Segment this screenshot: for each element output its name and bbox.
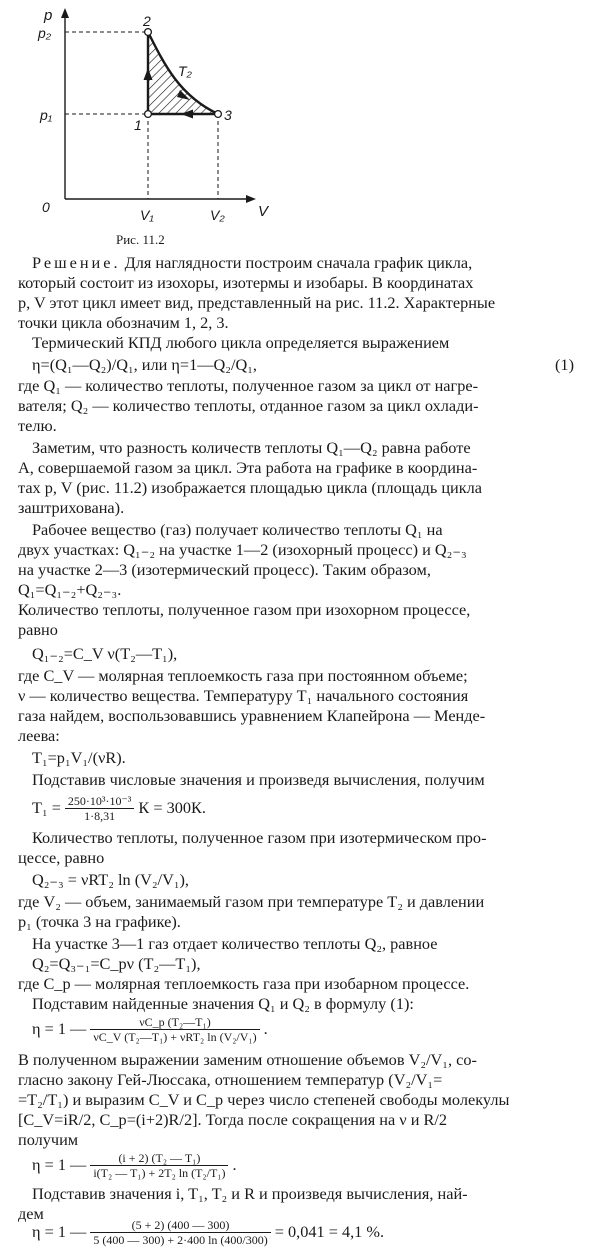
paragraph-line: p, V этот цикл имеет вид, представленный на рис. 11.2. Характерные	[18, 293, 496, 312]
paragraph-line: тах p, V (рис. 11.2) изображается площадью цикла (площадь цикла	[18, 478, 483, 497]
eq9-denominator: 5 (400 — 300) + 2·400 ln (400/300)	[93, 1232, 268, 1247]
tick-v1-label: V₁	[140, 207, 154, 223]
equation-eta-general	[32, 1012, 268, 1046]
paragraph-line: на участке 2—3 (изотермический процесс). Таким образом,	[18, 560, 431, 579]
paragraph-line: где C_V — молярная теплоемкость газа при постоянном объеме;	[18, 666, 468, 685]
axis-v-label: V	[258, 203, 269, 220]
equation-t1-value	[32, 792, 206, 824]
paragraph-line: точки цикла обозначим 1, 2, 3.	[18, 313, 229, 332]
point-3-marker	[215, 111, 222, 118]
paragraph-line: На участке 3—1 газ отдает количество теплоты Q₂, равное	[32, 934, 438, 953]
origin-label: 0	[42, 199, 50, 215]
paragraph-line: гласно закону Гей-Люссака, отношением температур (V₂/V₁=	[18, 1070, 443, 1089]
point-3-label: 3	[224, 107, 232, 123]
eq8-numerator: (i + 2) (T₂ — T₁)	[90, 1151, 228, 1166]
paragraph-line: двух участках: Q₁₋₂ на участке 1—2 (изохорный процесс) и Q₂₋₃	[18, 540, 467, 559]
paragraph-line: где C_p — молярная теплоемкость газа при изобарном процессе.	[18, 974, 470, 993]
paragraph-line: Q₁=Q₁₋₂+Q₂₋₃.	[18, 580, 122, 599]
paragraph-line: Термический КПД любого цикла определяется выражением	[32, 333, 450, 352]
paragraph-line: газа найдем, воспользовавшись уравнением Клапейрона — Менде-	[18, 706, 486, 725]
paragraph-line: цессе, равно	[18, 848, 105, 867]
eq7-tail: .	[263, 1019, 268, 1038]
axis-p-label: p	[44, 7, 53, 24]
solution-label: Решение.	[32, 253, 121, 272]
eq9-numerator: (5 + 2) (400 — 300)	[90, 1218, 270, 1233]
paragraph-line: Подставим найденные значения Q₁ и Q₂ в формулу (1):	[32, 994, 414, 1013]
paragraph-line: леева:	[18, 726, 60, 745]
paragraph-line: Подставив числовые значения и произведя вычисления, получим	[32, 770, 485, 789]
equation-eta-result	[32, 1216, 384, 1248]
paragraph-line: Количество теплоты, полученное газом при изотермическом про-	[32, 828, 487, 847]
eq7-numerator: νC_p (T₂—T₁)	[90, 1015, 259, 1030]
eq4-denominator: 1·8,31	[84, 808, 116, 823]
eq7-denominator: νC_V (T₂—T₁) + νRT₂ ln (V₂/V₁)	[93, 1029, 257, 1044]
paragraph-line: Подставив значения i, T₁, T₂ и R и произведя вычисления, най-	[32, 1184, 468, 1203]
point-1-marker	[145, 111, 152, 118]
equation-t1: T₁=p₁V₁/(νR).	[32, 748, 126, 767]
paragraph-line: получим	[18, 1130, 79, 1149]
eq9-rhs: = 0,041 = 4,1 %.	[274, 1222, 385, 1241]
eq4-lhs: T₁ =	[32, 798, 61, 817]
eq9-fraction	[90, 1218, 270, 1247]
paragraph-line: В полученном выражении заменим отношение объемов V₂/V₁, со-	[18, 1050, 477, 1069]
point-2-label: 2	[143, 13, 151, 29]
paragraph-line: вателя; Q₂ — количество теплоты, отданное газом за цикл охлади-	[18, 396, 479, 415]
eq8-fraction	[90, 1151, 228, 1180]
equation-q23: Q₂₋₃ = νRT₂ ln (V₂/V₁),	[32, 870, 190, 889]
eq7-fraction	[90, 1015, 259, 1044]
point-2-marker	[145, 29, 152, 36]
eq8-tail: .	[232, 1155, 237, 1174]
equation-1: η=(Q₁—Q₂)/Q₁, или η=1—Q₂/Q₁,	[32, 355, 257, 374]
eq8-denominator: i(T₂ — T₁) + 2T₂ ln (T₂/T₁)	[93, 1165, 226, 1180]
paragraph-line: p₁ (точка 3 на графике).	[18, 912, 181, 931]
isotherm-label: T₂	[178, 63, 192, 79]
eq4-fraction	[65, 794, 135, 823]
eq8-lhs: η = 1 —	[32, 1155, 87, 1174]
figure-caption: Рис. 11.2	[116, 232, 165, 247]
paragraph-line: который состоит из изохоры, изотермы и изобары. В координатах	[18, 273, 474, 292]
equation-1-number: (1)	[555, 355, 574, 374]
paragraph-line: заштрихована).	[18, 498, 125, 517]
paragraph-line: дем	[18, 1204, 44, 1223]
paragraph-line: телю.	[18, 416, 57, 435]
tick-v2-label: V₂	[210, 207, 225, 223]
paragraph-line: Рабочее вещество (газ) получает количество теплоты Q₁ на	[32, 520, 443, 539]
paragraph-line: [C_V=iR/2, C_p=(i+2)R/2]. Тогда после сокращения на ν и R/2	[18, 1110, 448, 1129]
equation-q12: Q₁₋₂=C_V ν(T₂—T₁),	[32, 644, 178, 663]
tick-p2-label: p₂	[38, 25, 52, 41]
eq4-rhs: К = 300К.	[138, 798, 206, 817]
point-1-label: 1	[134, 117, 142, 133]
eq7-lhs: η = 1 —	[32, 1019, 87, 1038]
paragraph-line: где V₂ — объем, занимаемый газом при температуре T₂ и давлении	[18, 892, 485, 911]
p-axis-arrow-icon	[61, 8, 69, 18]
paragraph-line: равно	[18, 620, 58, 639]
v-axis-arrow-icon	[246, 195, 256, 203]
eq9-lhs: η = 1 —	[32, 1222, 87, 1241]
paragraph-line: =T₂/T₁) и выразим C_V и C_p через число степеней свободы молекулы	[18, 1090, 510, 1109]
tick-p1-label: p₁	[40, 107, 53, 123]
solution-intro: Для наглядности построим сначала график цикла,	[120, 253, 473, 272]
paragraph-line: где Q₁ — количество теплоты, полученное газом за цикл от нагре-	[18, 376, 478, 395]
paragraph-line: ν — количество вещества. Температуру T₁ начального состояния	[18, 686, 469, 705]
paragraph-line	[32, 253, 472, 273]
paragraph-line: Количество теплоты, полученное газом при изохорном процессе,	[18, 600, 471, 619]
paragraph-line: Заметим, что разность количеств теплоты Q₁—Q₂ равна работе	[32, 438, 471, 457]
pv-diagram	[30, 4, 330, 229]
eq4-numerator: 250·10³·10⁻³	[65, 794, 135, 809]
equation-q2: Q₂=Q₃₋₁=C_pν (T₂—T₁),	[32, 954, 201, 973]
equation-eta-reduced	[32, 1148, 237, 1182]
paragraph-line: A, совершаемой газом за цикл. Эта работа на графике в координа-	[18, 458, 478, 477]
